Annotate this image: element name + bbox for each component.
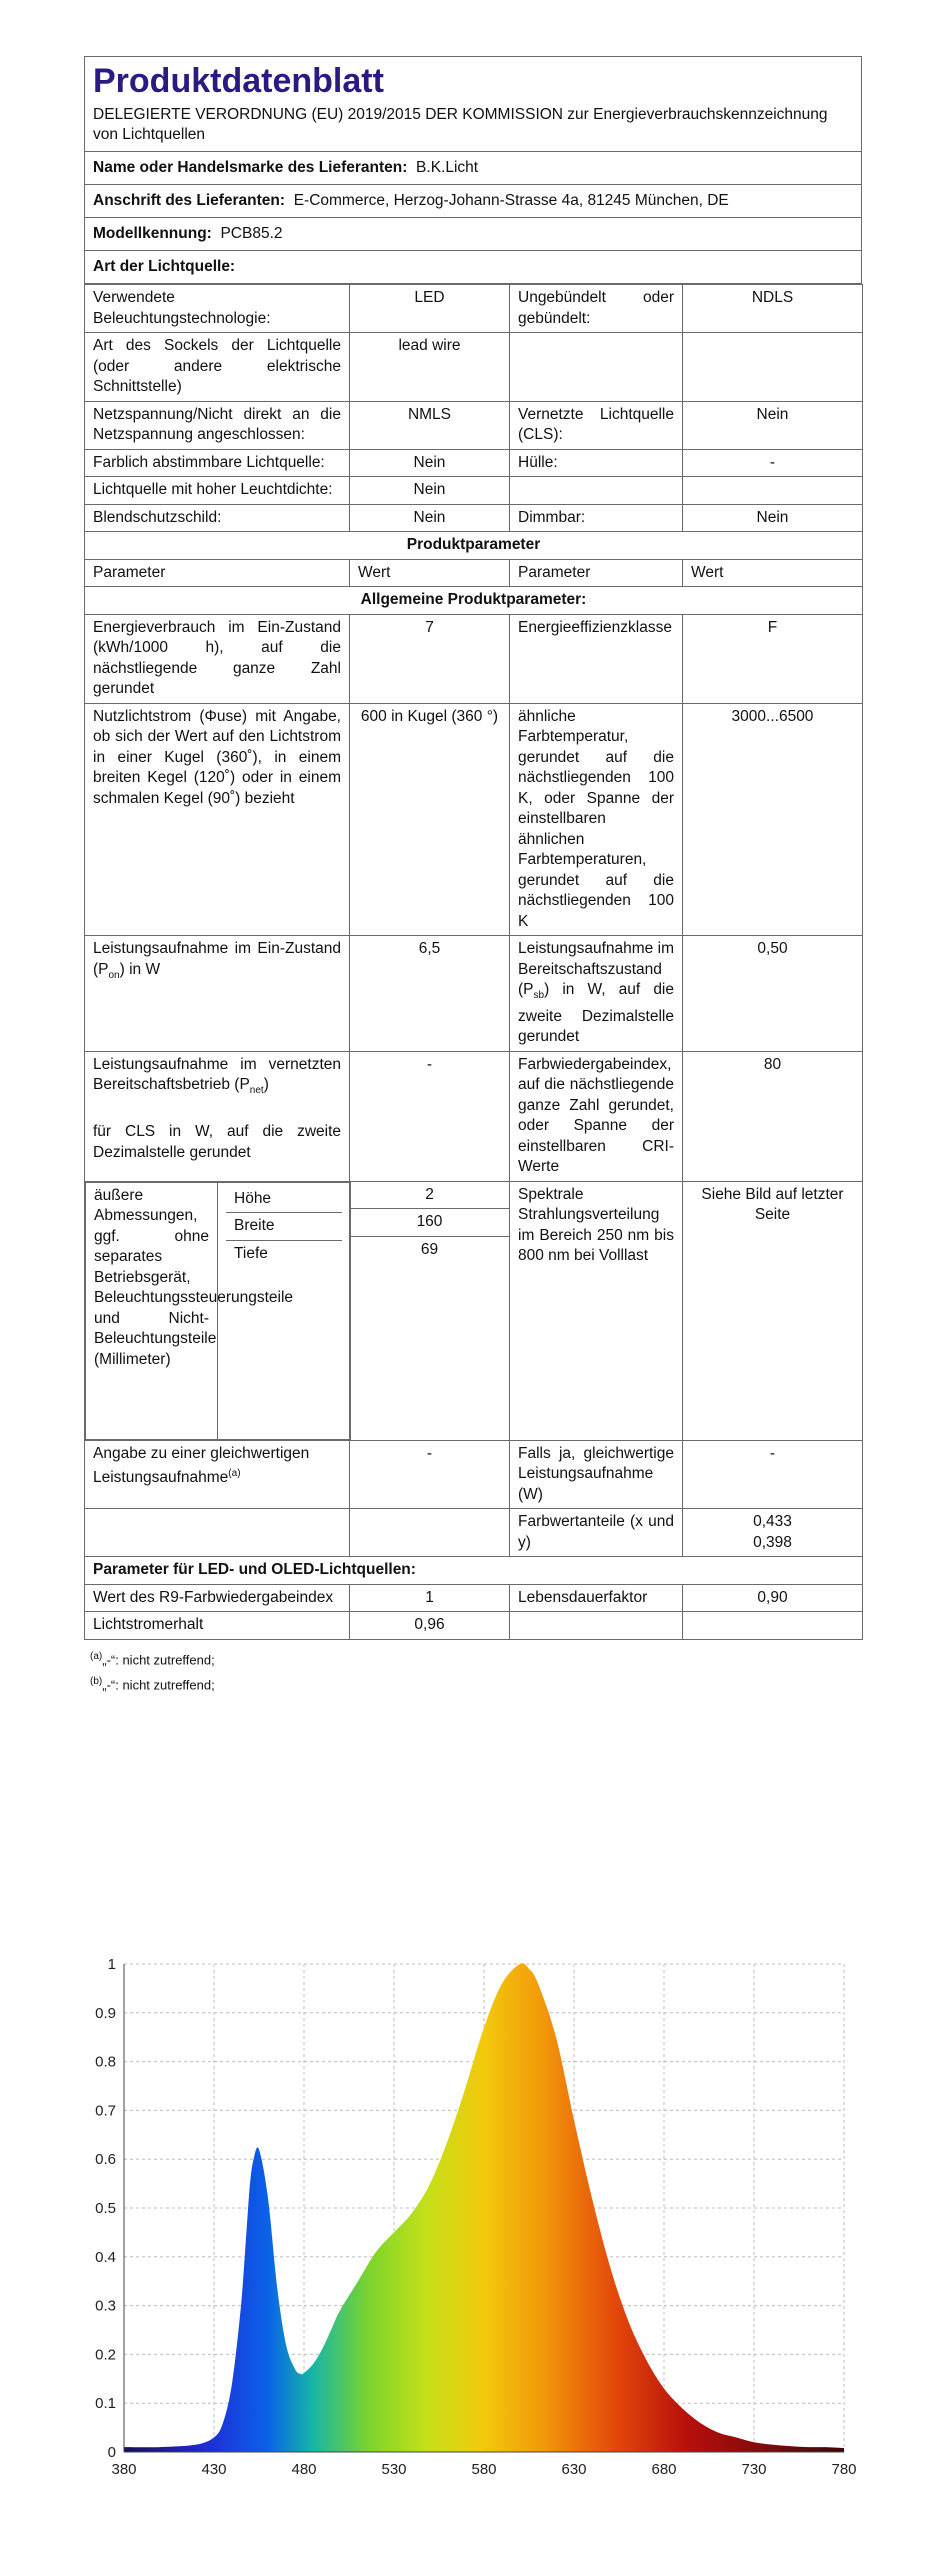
dimension-names: [218, 1182, 351, 1439]
table-row: [85, 1509, 863, 1557]
footnote-b: [90, 1671, 862, 1696]
type-heading-row: [85, 250, 861, 283]
table-row: [85, 1440, 863, 1509]
survival-label: Lebensdauerfaktor: [510, 1584, 683, 1612]
dimmable-label: Dimmbar:: [510, 504, 683, 532]
spectrum-chart: [84, 1950, 864, 2490]
x-tick-label: 530: [381, 2461, 407, 2478]
empty-cell: [85, 1509, 350, 1557]
survival-value: 0,90: [683, 1584, 863, 1612]
dimensions-cell: [85, 1181, 350, 1440]
y-tick-label: 0.3: [95, 2297, 116, 2315]
y-tick-label: 0.7: [95, 2102, 116, 2120]
pon-value: 6,5: [350, 936, 510, 1052]
pnet-label: [85, 1051, 350, 1181]
pnet-label-cls: für CLS in W, auf die zweite Dezimalstelle gerundet: [93, 1123, 341, 1161]
type-heading: Art der Lichtquelle:: [93, 258, 236, 275]
address-label: Anschrift des Lieferanten:: [93, 192, 286, 209]
led-params-heading: Parameter für LED- und OLED-Lichtquellen:: [85, 1557, 863, 1585]
high-luminance-label: Lichtquelle mit hoher Leuchtdichte:: [85, 477, 350, 505]
envelope-label: Hülle:: [510, 449, 683, 477]
cls-value: Nein: [683, 401, 863, 449]
mains-label: Netzspannung/Nicht direkt an die Netzspannung angeschlossen:: [85, 401, 350, 449]
tunable-value: Nein: [350, 449, 510, 477]
table-row: [85, 703, 863, 936]
cap-label: Art des Sockels der Lichtquelle (oder andere elektrische Schnittstelle): [85, 333, 350, 402]
equivalent-power-label: [85, 1440, 350, 1509]
datasheet-header: [84, 56, 862, 284]
x-tick-label: 680: [651, 2461, 677, 2478]
table-row: [85, 285, 863, 333]
spectrum-svg: [84, 1950, 864, 2490]
mains-value: NMLS: [350, 401, 510, 449]
footnote-b-mark: (b): [90, 1675, 103, 1687]
pnet-value: -: [350, 1051, 510, 1181]
table-row: [85, 333, 863, 402]
chromaticity-value: [683, 1509, 863, 1557]
x-tick-label: 780: [831, 2461, 857, 2478]
chromaticity-x: 0,433: [753, 1513, 792, 1531]
empty-cell: [510, 1612, 683, 1640]
x-tick-label: 630: [561, 2461, 587, 2478]
empty-cell: [350, 1509, 510, 1557]
model-label: Modellkennung:: [93, 225, 212, 242]
pon-label: [85, 936, 350, 1052]
address-row: [85, 184, 861, 217]
r9-label: Wert des R9-Farbwiedergabeindex: [85, 1584, 350, 1612]
supplier-row: [85, 151, 861, 184]
psb-sub: sb: [533, 990, 545, 1002]
y-tick-label: 0.1: [95, 2395, 116, 2413]
spd-label: Spektrale Strahlungsverteilung im Bereich 250 nm bis 800 nm bei Volllast: [510, 1181, 683, 1440]
dimensions-label: äußere Abmessungen, ggf. ohne separates Betriebsgerät, Beleuchtungssteuerungsteile und Nicht-Beleuchtungsteile (Millimeter): [86, 1182, 218, 1439]
column-header-param: Parameter: [510, 559, 683, 587]
model-row: [85, 217, 861, 250]
product-datasheet: [84, 56, 862, 1696]
cri-value: 80: [683, 1051, 863, 1181]
cap-value: lead wire: [350, 333, 510, 402]
pnet-label-text: Leistungsaufnahme im vernetzten Bereitschaftsbetrieb (P: [93, 1055, 341, 1094]
parameter-table: [84, 284, 863, 1640]
table-row: [85, 1612, 863, 1640]
table-row: [85, 614, 863, 703]
dimmable-value: Nein: [683, 504, 863, 532]
table-row: [85, 449, 863, 477]
psb-value: 0,50: [683, 936, 863, 1052]
y-tick-label: 1: [107, 1956, 116, 1973]
table-row: [85, 477, 863, 505]
energy-label: Energieverbrauch im Ein-Zustand (kWh/1000 h), auf die nächstliegende ganze Zahl gerundet: [85, 614, 350, 703]
psb-label-unit: ) in W, auf die zweite Dezimalstelle gerundet: [518, 981, 674, 1046]
tech-label: Verwendete Beleuchtungstechnologie:: [85, 285, 350, 333]
footnote-a-mark: (a): [90, 1650, 103, 1662]
tunable-label: Farblich abstimmbare Lichtquelle:: [85, 449, 350, 477]
equivalent-watt-label: Falls ja, gleichwertige Leistungsaufnahme (W): [510, 1440, 683, 1509]
dimensions-layout: [85, 1182, 351, 1440]
high-luminance-value: Nein: [350, 477, 510, 505]
lumen-maintenance-label: Lichtstromerhalt: [85, 1612, 350, 1640]
column-header-value: Wert: [683, 559, 863, 587]
model-value: PCB85.2: [220, 225, 283, 242]
chromaticity-label: Farbwertanteile (x und y): [510, 1509, 683, 1557]
supplier-value: B.K.Licht: [416, 159, 479, 176]
x-tick-label: 380: [111, 2461, 137, 2478]
table-row: [85, 587, 863, 615]
y-tick-label: 0.2: [95, 2346, 116, 2364]
address-value: E-Commerce, Herzog-Johann-Strasse 4a, 81245 München, DE: [293, 192, 729, 209]
equivalent-power-sup: (a): [228, 1468, 241, 1480]
focus-value: NDLS: [683, 285, 863, 333]
pnet-sub: net: [249, 1085, 264, 1097]
energy-value: 7: [350, 614, 510, 703]
x-tick-label: 580: [471, 2461, 497, 2478]
lumen-maintenance-value: 0,96: [350, 1612, 510, 1640]
y-tick-label: 0.8: [95, 2053, 116, 2071]
page-title: Produktdatenblatt: [93, 62, 384, 100]
cri-label: Farbwiedergabeindex, auf die nächstliegende ganze Zahl gerundet, oder Spanne der einstellbaren CRI-Werte: [510, 1051, 683, 1181]
table-row: [85, 1181, 863, 1440]
pon-label-unit: ) in W: [119, 960, 161, 978]
footnote-a: [90, 1646, 862, 1671]
flux-value: 600 in Kugel (360 °): [350, 703, 510, 936]
class-label: Energieeffizienzklasse: [510, 614, 683, 703]
pon-sub: on: [108, 969, 120, 981]
r9-value: 1: [350, 1584, 510, 1612]
class-value: F: [683, 614, 863, 703]
table-row: [85, 504, 863, 532]
tech-value: LED: [350, 285, 510, 333]
pon-label-text: Leistungsaufnahme im Ein-Zustand (P: [93, 940, 341, 978]
footnotes: [84, 1646, 862, 1697]
x-tick-label: 430: [201, 2461, 227, 2478]
empty-cell: [683, 333, 863, 402]
glare-value: Nein: [350, 504, 510, 532]
empty-cell: [510, 333, 683, 402]
table-row: [85, 532, 863, 560]
footnote-a-text: „-“: nicht zutreffend;: [102, 1651, 215, 1667]
column-header-value: Wert: [350, 559, 510, 587]
y-tick-label: 0.6: [95, 2151, 116, 2169]
cct-value: 3000...6500: [683, 703, 863, 936]
depth-value: 69: [420, 1240, 439, 1258]
y-tick-label: 0.9: [95, 2004, 116, 2022]
table-row: [85, 1584, 863, 1612]
depth-label: Tiefe: [234, 1244, 268, 1262]
cct-label: ähnliche Farbtemperatur, gerundet auf die nächstliegenden 100 K, oder Spanne der einstellbaren ähnlichen Farbtemperaturen, gerundet auf die nächstliegenden 100 K: [510, 703, 683, 936]
glare-label: Blendschutzschild:: [85, 504, 350, 532]
y-tick-label: 0.4: [95, 2248, 116, 2266]
y-tick-label: 0: [107, 2444, 116, 2461]
product-params-heading: Produktparameter: [85, 532, 863, 560]
flux-label: Nutzlichtstrom (Φuse) mit Angabe, ob sich der Wert auf den Lichtstrom in einer Kugel (360˚), in einem breiten Kegel (120˚) oder in einem schmalen Kegel (90˚) bezieht: [85, 703, 350, 936]
x-tick-label: 480: [291, 2461, 317, 2478]
table-row: [85, 1051, 863, 1181]
empty-cell: [683, 477, 863, 505]
equivalent-power-text: Angabe zu einer gleichwertigen Leistungsaufnahme: [93, 1444, 310, 1487]
footnote-b-text: „-“: nicht zutreffend;: [102, 1677, 215, 1693]
regulation-subtitle: DELEGIERTE VERORDNUNG (EU) 2019/2015 DER KOMMISSION zur Energieverbrauchskennzeichnung von Lichtquellen: [93, 106, 828, 143]
envelope-value: -: [683, 449, 863, 477]
psb-label-text: Leistungsaufnahme im Bereitschaftszustand (P: [518, 940, 674, 998]
x-tick-label: 730: [741, 2461, 767, 2478]
chromaticity-y: 0,398: [753, 1533, 792, 1551]
height-label: Höhe: [226, 1186, 342, 1214]
focus-label: Ungebündelt oder gebündelt:: [510, 285, 683, 333]
spd-value: Siehe Bild auf letzter Seite: [683, 1181, 863, 1440]
column-header-param: Parameter: [85, 559, 350, 587]
table-row: [85, 1557, 863, 1585]
supplier-label: Name oder Handelsmarke des Lieferanten:: [93, 159, 408, 176]
y-tick-label: 0.5: [95, 2200, 116, 2217]
dimension-values: [350, 1181, 510, 1440]
width-label: Breite: [226, 1213, 342, 1241]
table-row: [85, 559, 863, 587]
general-params-heading: Allgemeine Produktparameter:: [85, 587, 863, 615]
height-value: 2: [350, 1182, 509, 1210]
table-row: [85, 401, 863, 449]
table-row: [85, 936, 863, 1052]
width-value: 160: [350, 1209, 509, 1237]
empty-cell: [510, 477, 683, 505]
cls-label: Vernetzte Lichtquelle (CLS):: [510, 401, 683, 449]
empty-cell: [683, 1612, 863, 1640]
pnet-label-close: ): [263, 1076, 269, 1094]
psb-label: [510, 936, 683, 1052]
equivalent-watt-value: -: [683, 1440, 863, 1509]
equivalent-power-value: -: [350, 1440, 510, 1509]
